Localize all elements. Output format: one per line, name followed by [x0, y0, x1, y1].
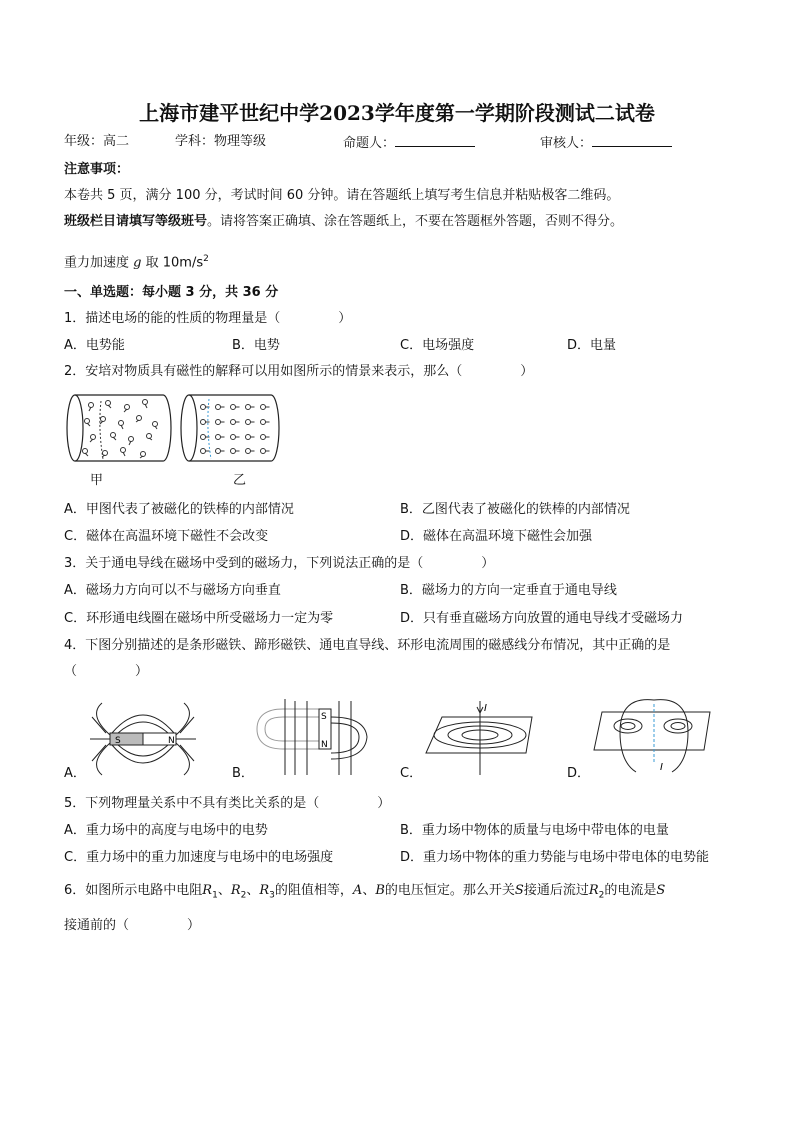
q4a-s-label: S [115, 736, 121, 746]
reviewer-label: 审核人： [540, 136, 593, 151]
q6-ab-rest: 的电压恒定。那么开关 [384, 883, 515, 898]
aligned-magnets [201, 399, 270, 459]
q4-option-a[interactable]: A． [64, 766, 86, 781]
setter-label: 命题人： [343, 136, 396, 151]
q5-option-a[interactable]: A．重力场中的高度与电场中的电势 [64, 823, 268, 838]
q4-close: ） [135, 664, 149, 679]
q2-label-jia: 甲 [90, 473, 104, 488]
q6-b-var: B [375, 883, 385, 898]
q3-stem [64, 555, 494, 573]
q6-stem-line-1 [64, 882, 665, 905]
q5-stem-text: 5．下列物理量关系中不具有类比关系的是（ [64, 796, 320, 811]
notice-line-2 [64, 213, 623, 231]
q2-option-a[interactable]: A．甲图代表了被磁化的铁棒的内部情况 [64, 502, 294, 517]
q4c-i-label: I [484, 703, 487, 714]
q1-close: ） [338, 311, 352, 326]
q6-r3-var: R [259, 883, 270, 898]
q1-stem-text: 1．描述电场的能的性质的物理量是（ [64, 311, 281, 326]
q6-sep-2: 、 [246, 883, 260, 898]
reviewer-blank[interactable] [592, 133, 672, 147]
q3-option-c[interactable]: C．环形通电线圈在磁场中所受磁场力一定为零 [64, 611, 334, 626]
q6-r1-sub: 1 [212, 890, 218, 901]
q2-option-c[interactable]: C．磁体在高温环境下磁性不会改变 [64, 529, 269, 544]
q1-option-d[interactable]: D．电量 [567, 338, 617, 353]
q6-s-var: S [514, 883, 524, 898]
q4a-n-label: N [168, 736, 175, 746]
random-magnets [83, 400, 158, 460]
q4b-s-label: S [321, 712, 327, 722]
q6-mid: 的阻值相等， [274, 883, 353, 898]
gravity-var: g [133, 255, 142, 271]
q3-option-b[interactable]: B．磁场力的方向一定垂直于通电导线 [400, 583, 617, 598]
q1-stem [64, 310, 351, 328]
q2-stem-text: 2．安培对物质具有磁性的解释可以用如图所示的情景来表示，那么（ [64, 364, 463, 379]
q4-paren [64, 663, 148, 681]
q6-line2-text: 接通前的（ [64, 918, 130, 933]
q4-figure-d [590, 692, 718, 782]
page-title: 上海市建平世纪中学2023学年度第一学期阶段测试二试卷 [139, 101, 655, 125]
q6-prefix: 6．如图所示电路中电阻 [64, 883, 203, 898]
q3-close: ） [481, 556, 495, 571]
q2-stem [64, 363, 533, 381]
q6-r2-sub: 2 [240, 890, 247, 901]
gravity-sup: 2 [203, 254, 209, 264]
q4-paren-open: （ [64, 664, 78, 679]
q6-close: ） [187, 918, 201, 933]
reviewer-field[interactable] [540, 133, 672, 153]
q6-r2b-var: R [588, 883, 599, 898]
q6-sep-1: 、 [217, 883, 231, 898]
gravity-prefix: 重力加速度 [64, 255, 130, 271]
q4-option-d[interactable]: D． [567, 766, 591, 781]
q6-after-s: 接通后流过 [523, 883, 589, 898]
q4-option-b[interactable]: B． [232, 766, 254, 781]
q2-option-b[interactable]: B．乙图代表了被磁化的铁棒的内部情况 [400, 502, 630, 517]
q6-r2b-sub: 2 [598, 890, 605, 901]
q6-a-var: A [352, 883, 363, 898]
q4-figure-b [255, 697, 380, 779]
q6-sep-3: 、 [362, 883, 376, 898]
q4-option-c[interactable]: C． [400, 766, 423, 781]
gravity-mid: 取 10m/s [145, 255, 204, 271]
q4-figure-a [82, 697, 202, 779]
q3-option-a[interactable]: A．磁场力方向可以不与磁场方向垂直 [64, 583, 281, 598]
q6-s2-var: S [656, 883, 666, 898]
q4b-n-label: N [321, 740, 328, 750]
q6-r3-sub: 3 [269, 890, 275, 901]
q6-r2-var: R [230, 883, 241, 898]
gravity-note [64, 250, 209, 272]
section-heading: 一、单选题：每小题 3 分，共 36 分 [64, 285, 279, 300]
q6-stem-line-2 [64, 917, 200, 935]
subject-label: 学科：物理等级 [175, 134, 267, 149]
q4-stem: 4．下图分别描述的是条形磁铁、蹄形磁铁、通电直导线、环形电流周围的磁感线分布情况，其中正确的是 [64, 638, 671, 653]
notice-line-1: 本卷共 5 页，满分 100 分，考试时间 60 分钟。请在答题纸上填写考生信息并粘贴极客二维码。 [64, 188, 620, 203]
setter-field[interactable] [343, 133, 475, 153]
setter-blank[interactable] [395, 133, 475, 147]
q5-option-d[interactable]: D．重力场中物体的重力势能与电场中带电体的电势能 [400, 850, 710, 865]
q1-option-c[interactable]: C．电场强度 [400, 338, 475, 353]
q2-figure [63, 391, 283, 466]
q5-option-c[interactable]: C．重力场中的重力加速度与电场中的电场强度 [64, 850, 334, 865]
q2-label-yi: 乙 [233, 473, 247, 488]
q5-option-b[interactable]: B．重力场中物体的质量与电场中带电体的电量 [400, 823, 669, 838]
q4d-i-label: I [660, 762, 663, 773]
q1-option-b[interactable]: B．电势 [232, 338, 280, 353]
q5-close: ） [377, 796, 391, 811]
notice-heading: 注意事项： [64, 162, 130, 177]
grade-label: 年级：高二 [64, 134, 130, 149]
q6-current-text: 的电流是 [604, 883, 657, 898]
q2-close: ） [520, 364, 534, 379]
q6-r1-var: R [202, 883, 213, 898]
q5-stem [64, 795, 390, 813]
q3-option-d[interactable]: D．只有垂直磁场方向放置的通电导线才受磁场力 [400, 611, 684, 626]
notice-line-2-bold: 班级栏目请填写等级班号 [64, 214, 208, 229]
notice-line-2-rest: 。请将答案正确填、涂在答题纸上，不要在答题框外答题，否则不得分。 [207, 214, 624, 229]
q2-option-d[interactable]: D．磁体在高温环境下磁性会加强 [400, 529, 593, 544]
q3-stem-text: 3．关于通电导线在磁场中受到的磁场力，下列说法正确的是（ [64, 556, 424, 571]
q1-option-a[interactable]: A．电势能 [64, 338, 125, 353]
q4-figure-c [422, 697, 547, 779]
